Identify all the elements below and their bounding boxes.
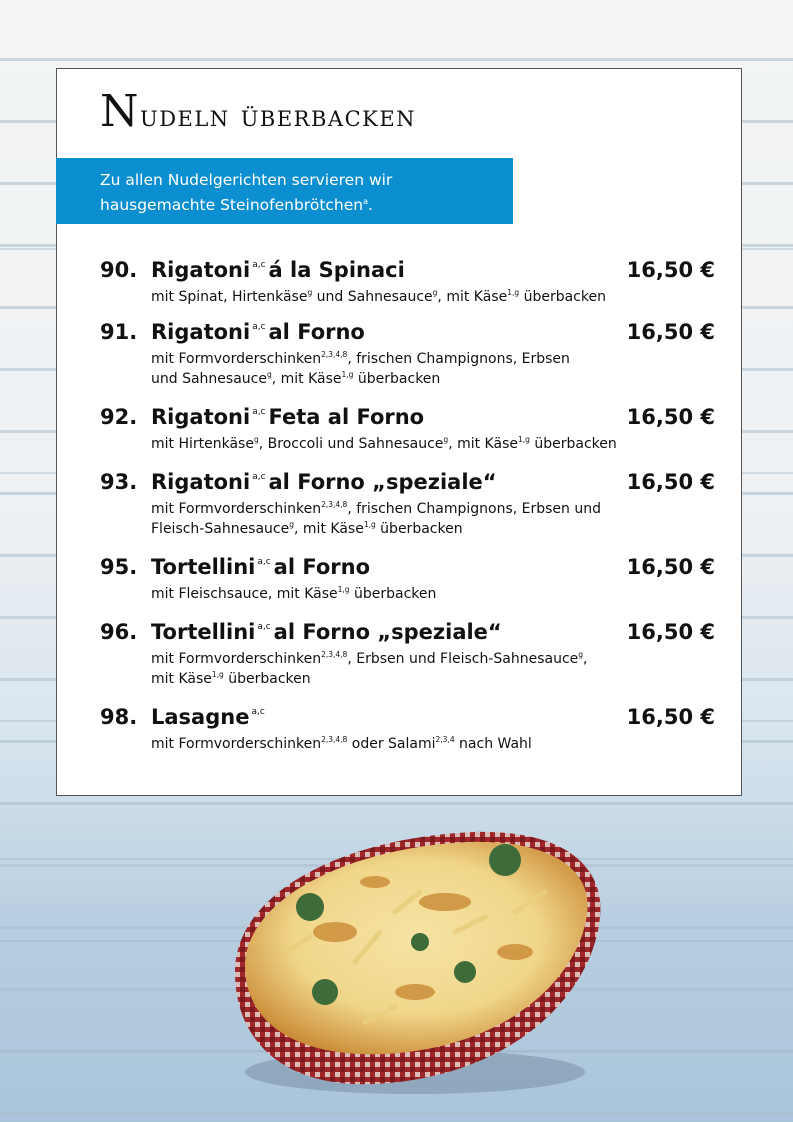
allergen-superscript: a,c <box>252 260 266 270</box>
allergen-superscript: g <box>266 369 272 379</box>
dish-description-line-1 <box>151 350 715 370</box>
dish-name-main: Rigatoni <box>151 405 251 429</box>
description-text: , frischen Champignons, Erbsen <box>347 351 570 367</box>
description-text: nach Wahl <box>454 736 532 752</box>
allergen-superscript: a,c <box>252 407 266 417</box>
allergen-superscript: g <box>443 435 449 444</box>
allergen-superscript: g <box>578 650 584 659</box>
description-text: , frischen Champignons, Erbsen und <box>347 501 601 517</box>
dish-entry <box>100 405 715 455</box>
dish-name-main: Rigatoni <box>151 470 251 494</box>
dish-head <box>100 320 715 350</box>
dish-entry <box>100 258 715 308</box>
dish-description-line-1 <box>151 500 715 520</box>
dish-name <box>151 320 365 344</box>
dish-number: 96. <box>100 620 138 644</box>
dish-description-line-1 <box>151 650 715 670</box>
dish-description-line-2 <box>151 370 715 390</box>
banner-line-2 <box>100 191 513 216</box>
allergen-superscript: g <box>289 519 295 529</box>
dish-description-line-1 <box>151 735 715 755</box>
allergen-superscript: 1,g <box>363 519 376 529</box>
dish-name-rest: al Forno „speziale“ <box>273 620 502 644</box>
dish-description-line-1 <box>151 585 715 605</box>
title-rest: udeln überbacken <box>140 99 417 134</box>
description-text: , mit Käse <box>294 520 364 537</box>
dish-head <box>100 258 715 288</box>
dish-price: 16,50 € <box>626 470 715 494</box>
allergen-superscript: a,c <box>252 322 266 332</box>
allergen-superscript: a,c <box>257 622 271 632</box>
description-text: überbacken <box>519 289 606 305</box>
dish-number: 92. <box>100 405 138 429</box>
dish-name-rest: Feta al Forno <box>268 405 425 429</box>
allergen-superscript: a,c <box>252 472 266 482</box>
description-text: überbacken <box>375 520 463 537</box>
allergen-superscript: 1,g <box>211 669 224 679</box>
description-text: mit Fleischsauce, mit Käse <box>151 586 338 602</box>
dish-entry <box>100 620 715 689</box>
dish-head <box>100 620 715 650</box>
dish-entry <box>100 705 715 755</box>
dish-name-rest: al Forno <box>268 320 365 344</box>
allergen-superscript: 1,g <box>337 585 350 594</box>
description-text: mit Käse <box>151 670 212 687</box>
description-text: und Sahnesauce <box>151 370 267 387</box>
dish-name-main: Tortellini <box>151 555 256 579</box>
dish-description-line-1 <box>151 288 715 308</box>
description-text: mit Spinat, Hirtenkäse <box>151 289 308 305</box>
allergen-superscript: 2,3,4,8 <box>321 735 348 744</box>
allergen-superscript: g <box>253 435 259 444</box>
dish-number: 90. <box>100 258 138 282</box>
description-text: überbacken <box>349 586 437 602</box>
description-text: mit Hirtenkäse <box>151 436 254 452</box>
allergen-superscript: 2,3,4 <box>435 735 455 744</box>
pasta-bake-dish-icon <box>215 822 610 1100</box>
description-text: , Broccoli und Sahnesauce <box>258 436 444 452</box>
description-text: oder Salami <box>347 736 436 752</box>
allergen-superscript: 2,3,4,8 <box>321 350 348 359</box>
allergen-superscript: 2,3,4,8 <box>321 500 348 509</box>
dish-number: 93. <box>100 470 138 494</box>
allergen-superscript: g <box>307 288 313 297</box>
page-title <box>100 86 416 137</box>
description-text: Fleisch-Sahnesauce <box>151 520 290 537</box>
allergen-superscript: 1,g <box>507 288 520 297</box>
allergen-superscript: 2,3,4,8 <box>321 650 348 659</box>
dish-number: 98. <box>100 705 138 729</box>
description-text: mit Formvorderschinken <box>151 651 322 667</box>
dish-name <box>151 405 424 429</box>
dish-name-rest: al Forno <box>273 555 371 579</box>
info-banner <box>56 158 513 224</box>
description-text: , <box>583 651 588 667</box>
dish-name-main: Lasagne <box>151 705 250 729</box>
dish-price: 16,50 € <box>626 705 715 729</box>
dish-number: 91. <box>100 320 138 344</box>
dish-entry <box>100 470 715 539</box>
banner-punct: . <box>368 196 373 215</box>
dish-price: 16,50 € <box>626 320 715 344</box>
allergen-superscript: a,c <box>257 557 271 567</box>
banner-text: hausgemachte Steinofenbrötchen <box>100 196 364 215</box>
dish-name <box>151 620 502 644</box>
banner-line-1: Zu allen Nudelgerichten servieren wir <box>100 171 393 189</box>
dish-name-rest: á la Spinaci <box>268 258 405 282</box>
title-initial: N <box>100 86 140 137</box>
dish-name-main: Rigatoni <box>151 320 251 344</box>
dish-head <box>100 405 715 435</box>
dish-name <box>151 555 370 579</box>
description-text: überbacken <box>353 370 441 387</box>
dish-name <box>151 470 497 494</box>
dish-entry <box>100 555 715 605</box>
dish-name-main: Rigatoni <box>151 258 251 282</box>
dish-description-line-1 <box>151 435 715 455</box>
dish-entry <box>100 320 715 389</box>
dish-number: 95. <box>100 555 138 579</box>
allergen-superscript: g <box>432 288 438 297</box>
description-text: , mit Käse <box>437 289 508 305</box>
dish-head <box>100 555 715 585</box>
description-text: und Sahnesauce <box>312 289 433 305</box>
dish-name-rest: al Forno „speziale“ <box>268 470 497 494</box>
dish-description-line-2 <box>151 520 715 540</box>
dish-price: 16,50 € <box>626 258 715 282</box>
description-text: mit Formvorderschinken <box>151 736 322 752</box>
dish-head <box>100 470 715 500</box>
description-text: mit Formvorderschinken <box>151 351 322 367</box>
allergen-superscript: 1,g <box>517 435 530 444</box>
dish-head <box>100 705 715 735</box>
description-text: , mit Käse <box>448 436 518 452</box>
description-text: , mit Käse <box>271 370 342 387</box>
dish-name <box>151 258 405 282</box>
dish-price: 16,50 € <box>626 405 715 429</box>
description-text: überbacken <box>223 670 311 687</box>
dish-name-main: Tortellini <box>151 620 256 644</box>
allergen-superscript: a <box>363 197 369 206</box>
allergen-superscript: a,c <box>251 707 265 717</box>
description-text: mit Formvorderschinken <box>151 501 322 517</box>
dish-price: 16,50 € <box>626 620 715 644</box>
dish-description-line-2 <box>151 670 715 690</box>
allergen-superscript: 1,g <box>341 369 354 379</box>
description-text: überbacken <box>529 436 617 452</box>
description-text: , Erbsen und Fleisch-Sahnesauce <box>347 651 579 667</box>
dish-name <box>151 705 268 729</box>
dish-price: 16,50 € <box>626 555 715 579</box>
